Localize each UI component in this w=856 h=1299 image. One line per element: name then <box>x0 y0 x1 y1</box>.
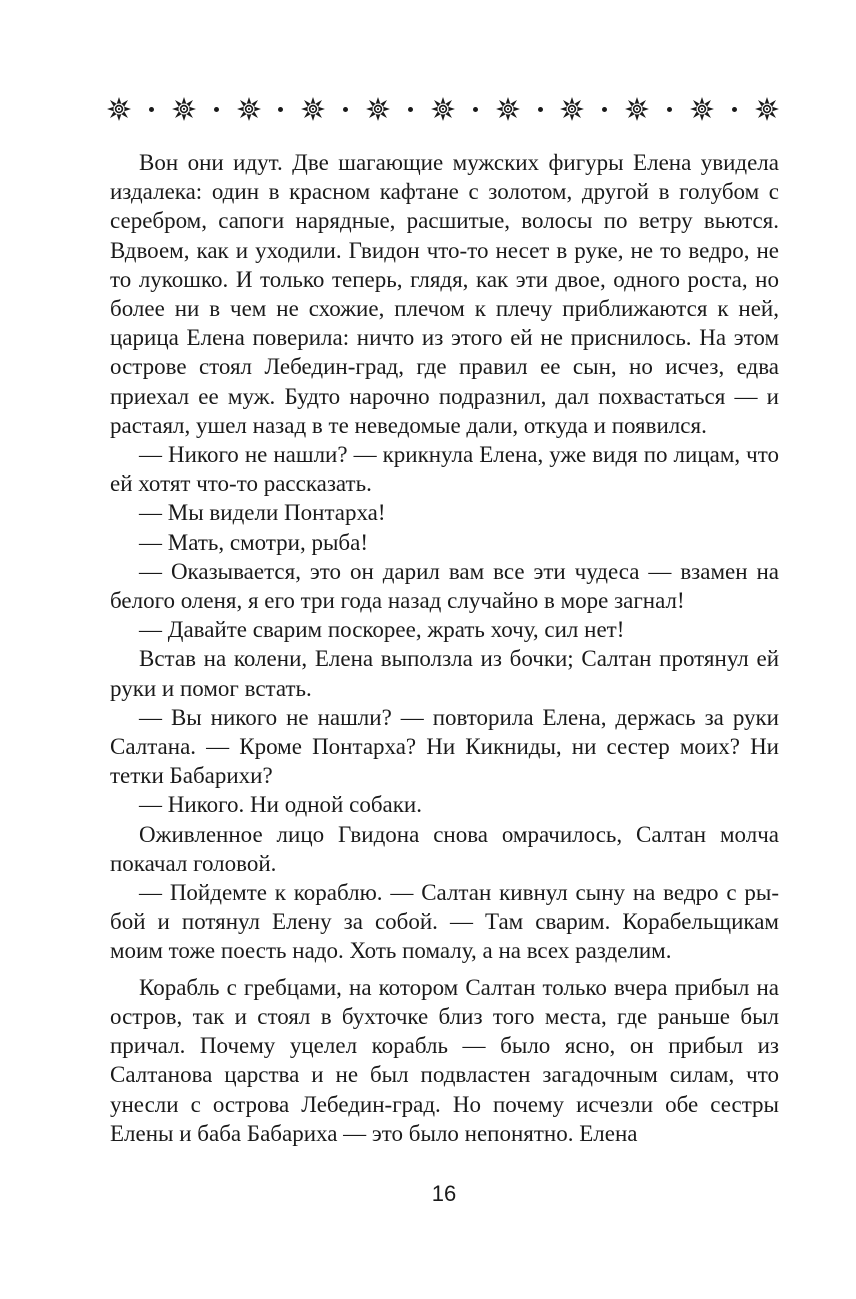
star-ornament-icon <box>624 96 650 122</box>
paragraph: Вон они идут. Две шагающие мужских фигуры Елена увидела издалека: один в красном кафтане с золотом, другой в голубом с серебром, сапоги нарядные, расшитые, волосы по ветру вьются. Вдвоем, как и уходили. Гвидон что-то несет в руке, не то ведро, не то лукошко. И только теперь, глядя, как эти двое, одного роста, но более ни в чем не схожие, плечом к плечу приближаются к ней, царица Елена поверила: ничто из этого ей не приснилось. На этом острове стоял Лебедин-град, где правил ее сын, но исчез, едва приехал ее муж. Будто нарочно подразнил, дал похвастаться — и растаял, ушел назад в те неведомые дали, откуда и появился. <box>110 150 779 438</box>
paragraph: — Оказывается, это он дарил вам все эти чудеса — взамен на белого оленя, я его три года назад случайно в море загнал! <box>110 558 779 614</box>
paragraph: Корабль с гребцами, на котором Салтан только вчера прибыл на остров, так и стоял в бухточке близ того места, где раньше был причал. Почему уцелел корабль — было ясно, он прибыл из Салтанова царства и не был подвластен загадочным силам, что унесли с острова Лебедин-град. Но почему исчезли обе сестры Елены и баба Бабариха — это было непонятно. Елена <box>110 974 779 1146</box>
ornament-border <box>106 94 780 124</box>
dot-ornament <box>149 107 154 112</box>
paragraph: — Никого не нашли? — крикнула Елена, уже видя по лицам, что ей хотят что-то рассказать. <box>110 442 779 497</box>
dot-ornament <box>473 107 478 112</box>
dot-ornament <box>214 107 219 112</box>
star-ornament-icon <box>365 96 391 122</box>
dot-ornament <box>278 107 283 112</box>
paragraph: — Вы никого не нашли? — повторила Елена, держась за руки Салтана. — Кроме Понтарха? Ни Кикниды, ни сестер моих? Ни тетки Бабарихи? <box>110 704 779 789</box>
paragraph: — Никого. Ни одной собаки. <box>139 792 422 818</box>
paragraph: — Давайте сварим поскорее, жрать хочу, сил нет! <box>139 617 625 643</box>
dot-ornament <box>538 107 543 112</box>
star-ornament-icon <box>430 96 456 122</box>
star-ornament-icon <box>495 96 521 122</box>
paragraph: — Мать, смотри, рыба! <box>139 529 368 555</box>
dot-ornament <box>732 107 737 112</box>
paragraph: — Мы видели Понтарха! <box>139 500 386 526</box>
paragraph: — Пойдемте к кораблю. — Салтан кивнул сыну на ведро с рыбой и потянул Елену за собой. — Там сварим. Корабельщикам моим тоже поесть надо. Хоть помалу, а на всех разделим. <box>110 880 779 964</box>
dot-ornament <box>602 107 607 112</box>
page-number: 16 <box>431 1181 457 1206</box>
body-text <box>110 148 779 1148</box>
star-ornament-icon <box>236 96 262 122</box>
paragraph: Встав на колени, Елена выползла из бочки; Салтан протянул ей руки и помог встать. <box>110 646 779 701</box>
star-ornament-icon <box>754 96 780 122</box>
paragraph: Оживленное лицо Гвидона снова омрачилось, Салтан молча покачал головой. <box>110 821 779 876</box>
star-ornament-icon <box>559 96 585 122</box>
star-ornament-icon <box>689 96 715 122</box>
dot-ornament <box>343 107 348 112</box>
dot-ornament <box>667 107 672 112</box>
dot-ornament <box>408 107 413 112</box>
star-ornament-icon <box>171 96 197 122</box>
star-ornament-icon <box>106 96 132 122</box>
star-ornament-icon <box>300 96 326 122</box>
